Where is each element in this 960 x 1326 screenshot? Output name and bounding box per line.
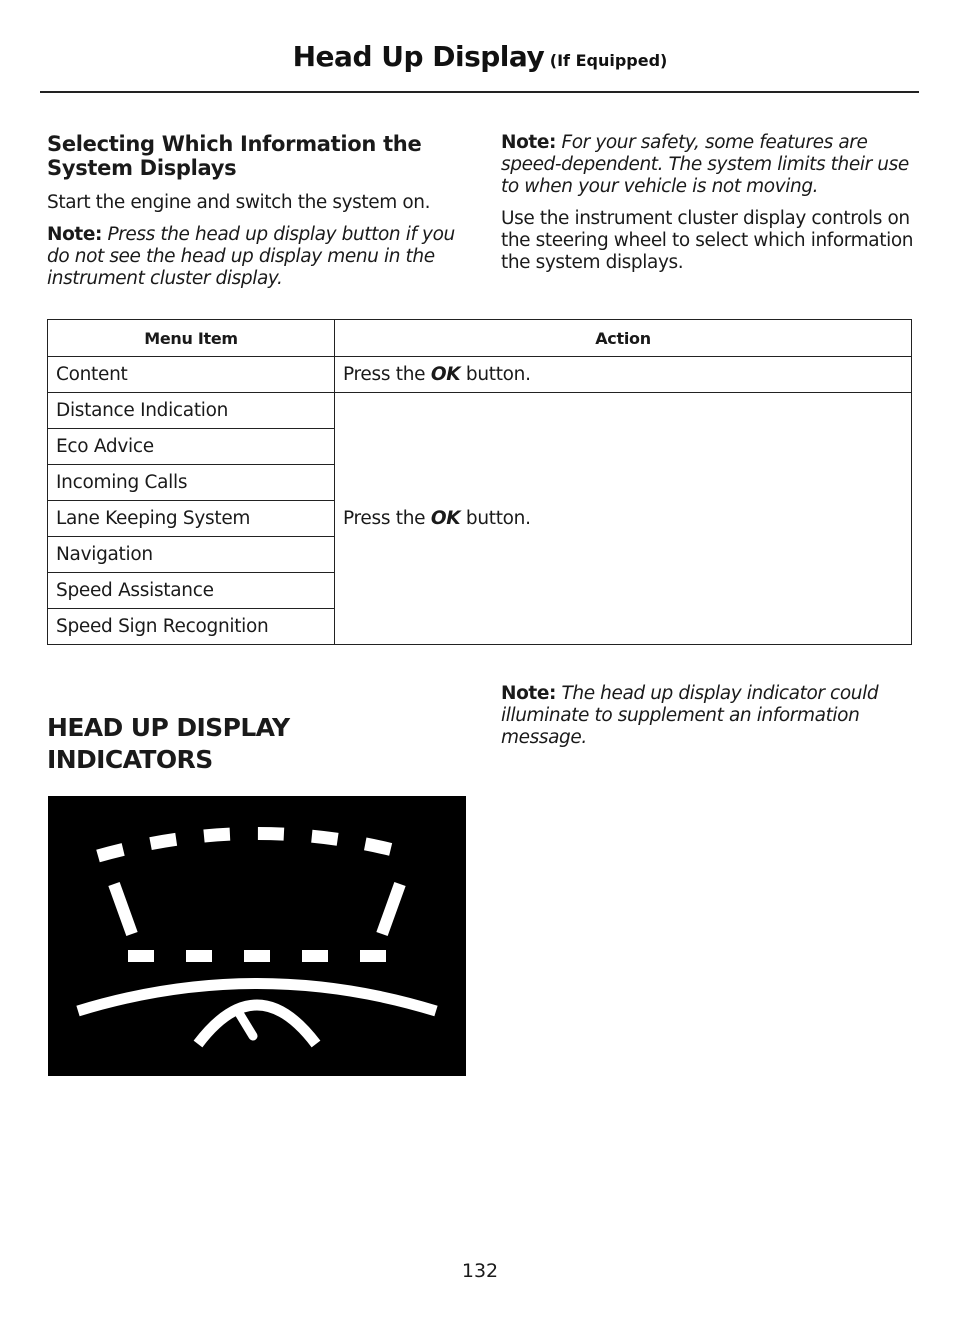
menu-item-cell: Speed Assistance xyxy=(48,573,335,609)
controls-paragraph: Use the instrument cluster display controls on the steering wheel to select which information the system displays. xyxy=(501,208,914,273)
action-prefix: Press the xyxy=(343,508,426,529)
note-hud-button xyxy=(47,224,467,290)
table-row xyxy=(48,357,912,393)
menu-item-cell: Speed Sign Recognition xyxy=(48,609,335,645)
note-paragraph xyxy=(501,683,921,749)
menu-item-cell: Content xyxy=(48,357,335,393)
left-column xyxy=(47,132,467,300)
page-number: 132 xyxy=(461,1260,499,1282)
action-suffix: button. xyxy=(465,508,531,529)
action-cell xyxy=(335,357,912,393)
action-cell xyxy=(335,393,912,645)
header-title: Head Up Display xyxy=(292,40,545,73)
action-prefix: Press the xyxy=(343,364,426,385)
ok-button-label: OK xyxy=(430,508,461,529)
note-text: Press the head up display button if you do not see the head up display menu in the instrument cluster display. xyxy=(47,224,455,289)
note-indicator xyxy=(501,683,921,759)
note-speed-dependent xyxy=(501,132,921,198)
hud-indicator-image xyxy=(48,796,466,1076)
hud-indicator-icon xyxy=(48,796,466,1076)
section-heading-line1: HEAD UP DISPLAY xyxy=(47,713,290,742)
note-text: The head up display indicator could illuminate to supplement an information message. xyxy=(501,683,879,748)
note-text: For your safety, some features are speed-dependent. The system limits their use to when your vehicle is not moving. xyxy=(501,132,909,197)
section-heading xyxy=(47,712,467,776)
header-subtitle: (If Equipped) xyxy=(549,51,668,70)
right-column xyxy=(501,132,921,284)
intro-paragraph: Start the engine and switch the system on. xyxy=(47,192,431,213)
subsection-heading: Selecting Which Information the System Displays xyxy=(47,132,422,180)
table-row xyxy=(48,393,912,429)
column-header-menu-item: Menu Item xyxy=(48,320,335,357)
note-label: Note: xyxy=(47,224,102,245)
page-header xyxy=(0,40,960,73)
column-header-action: Action xyxy=(335,320,912,357)
menu-item-cell: Navigation xyxy=(48,537,335,573)
menu-item-cell: Lane Keeping System xyxy=(48,501,335,537)
menu-item-cell: Incoming Calls xyxy=(48,465,335,501)
note-label: Note: xyxy=(501,132,556,153)
note-label: Note: xyxy=(501,683,556,704)
ok-button-label: OK xyxy=(430,364,461,385)
action-suffix: button. xyxy=(465,364,531,385)
table-header-row xyxy=(48,320,912,357)
header-rule xyxy=(40,91,919,93)
menu-item-cell: Distance Indication xyxy=(48,393,335,429)
menu-item-cell: Eco Advice xyxy=(48,429,335,465)
section-heading-line2: INDICATORS xyxy=(47,745,213,774)
menu-table xyxy=(47,319,912,645)
